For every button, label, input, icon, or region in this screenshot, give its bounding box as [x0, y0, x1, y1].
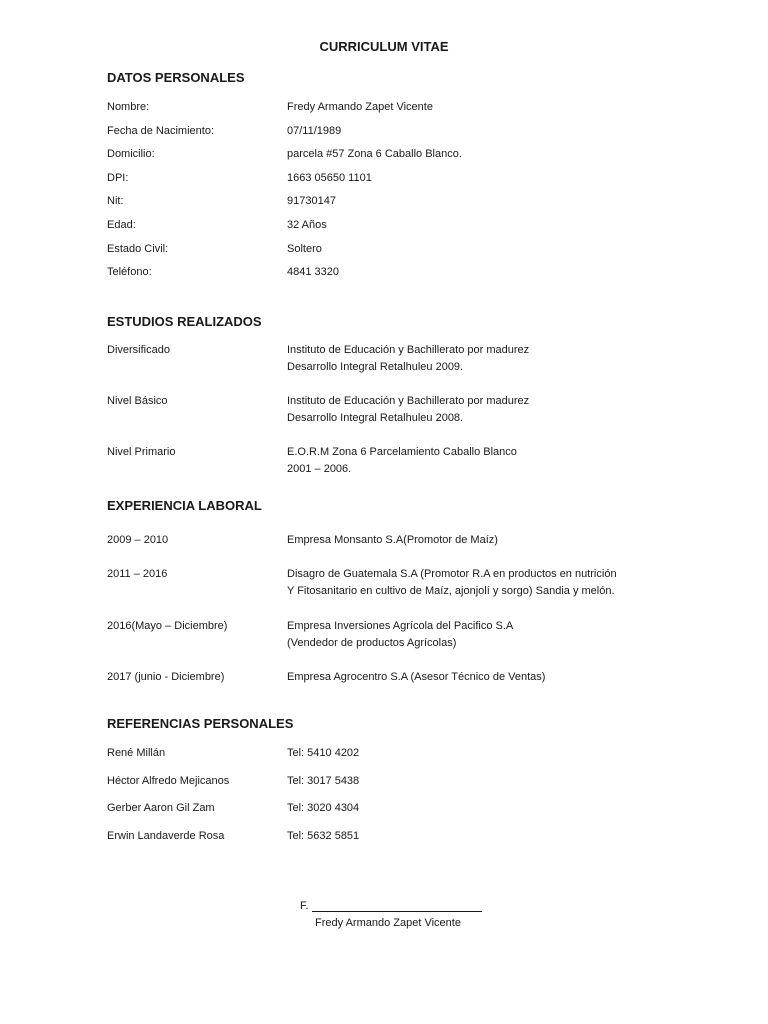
- job-detail-line: Empresa Monsanto S.A(Promotor de Maíz): [287, 534, 498, 546]
- reference-name: Héctor Alfredo Mejicanos: [107, 775, 230, 787]
- job-period: 2011 – 2016: [107, 568, 168, 580]
- job-detail: [287, 618, 513, 652]
- study-detail-line: E.O.R.M Zona 6 Parcelamiento Caballo Blanco: [287, 446, 517, 458]
- study-detail: [287, 342, 529, 376]
- study-detail: [287, 393, 529, 427]
- reference-phone: Tel: 5632 5851: [287, 830, 360, 842]
- study-level: Diversificado: [107, 344, 170, 356]
- study-detail: [287, 444, 517, 478]
- job-detail-line: (Vendedor de productos Agrícolas): [287, 637, 457, 649]
- section-heading-referencias: REFERENCIAS PERSONALES: [107, 716, 294, 731]
- section-heading-estudios: ESTUDIOS REALIZADOS: [107, 314, 262, 329]
- job-detail-line: Y Fitosanitario en cultivo de Maíz, ajonjolí y sorgo) Sandia y melón.: [287, 585, 615, 597]
- reference-phone: Tel: 3020 4304: [287, 802, 360, 814]
- job-detail: [287, 566, 617, 600]
- job-detail-line: Disagro de Guatemala S.A (Promotor R.A en productos en nutrición: [287, 568, 617, 580]
- reference-name: René Millán: [107, 747, 166, 759]
- study-level: Nivel Básico: [107, 395, 168, 407]
- signature-rule: [312, 901, 482, 912]
- reference-name: Gerber Aaron Gil Zam: [107, 802, 215, 814]
- field-value: 4841 3320: [287, 266, 339, 278]
- field-label: Domicilio:: [107, 148, 155, 160]
- study-detail-line: Instituto de Educación y Bachillerato por madurez: [287, 395, 530, 407]
- field-label: DPI:: [107, 172, 129, 184]
- field-value: Soltero: [287, 243, 322, 255]
- signature-prefix: F.: [300, 900, 309, 912]
- study-detail-line: Desarrollo Integral Retalhuleu 2009.: [287, 361, 464, 373]
- field-label: Estado Civil:: [107, 243, 169, 255]
- job-period: 2016(Mayo – Diciembre): [107, 620, 228, 632]
- study-level: Nivel Primario: [107, 446, 176, 458]
- job-detail-line: Empresa Inversiones Agrícola del Pacifico S.A: [287, 620, 514, 632]
- study-detail-line: Instituto de Educación y Bachillerato por madurez: [287, 344, 530, 356]
- field-label: Fecha de Nacimiento:: [107, 125, 214, 137]
- field-label: Edad:: [107, 219, 136, 231]
- field-value: 91730147: [287, 195, 336, 207]
- field-value: 32 Años: [287, 219, 327, 231]
- job-period: 2009 – 2010: [107, 534, 169, 546]
- field-value: 07/11/1989: [287, 125, 342, 137]
- field-label: Teléfono:: [107, 266, 152, 278]
- section-heading-datos: DATOS PERSONALES: [107, 70, 245, 85]
- reference-name: Erwin Landaverde Rosa: [107, 830, 225, 842]
- document-title: CURRICULUM VITAE: [319, 39, 449, 54]
- signature-name: Fredy Armando Zapet Vicente: [315, 917, 461, 929]
- signature-line: [300, 900, 482, 912]
- study-detail-line: Desarrollo Integral Retalhuleu 2008.: [287, 412, 464, 424]
- field-label: Nit:: [107, 195, 124, 207]
- field-value: Fredy Armando Zapet Vicente: [287, 101, 433, 113]
- section-heading-experiencia: EXPERIENCIA LABORAL: [107, 498, 262, 513]
- job-detail-line: Empresa Agrocentro S.A (Asesor Técnico de Ventas): [287, 671, 546, 683]
- field-label: Nombre:: [107, 101, 150, 113]
- reference-phone: Tel: 3017 5438: [287, 775, 360, 787]
- job-detail: [287, 669, 545, 686]
- field-value: 1663 05650 1101: [287, 172, 372, 184]
- reference-phone: Tel: 5410 4202: [287, 747, 360, 759]
- job-detail: [287, 532, 498, 549]
- field-value: parcela #57 Zona 6 Caballo Blanco.: [287, 148, 462, 160]
- study-detail-line: 2001 – 2006.: [287, 463, 352, 475]
- job-period: 2017 (junio - Diciembre): [107, 671, 225, 683]
